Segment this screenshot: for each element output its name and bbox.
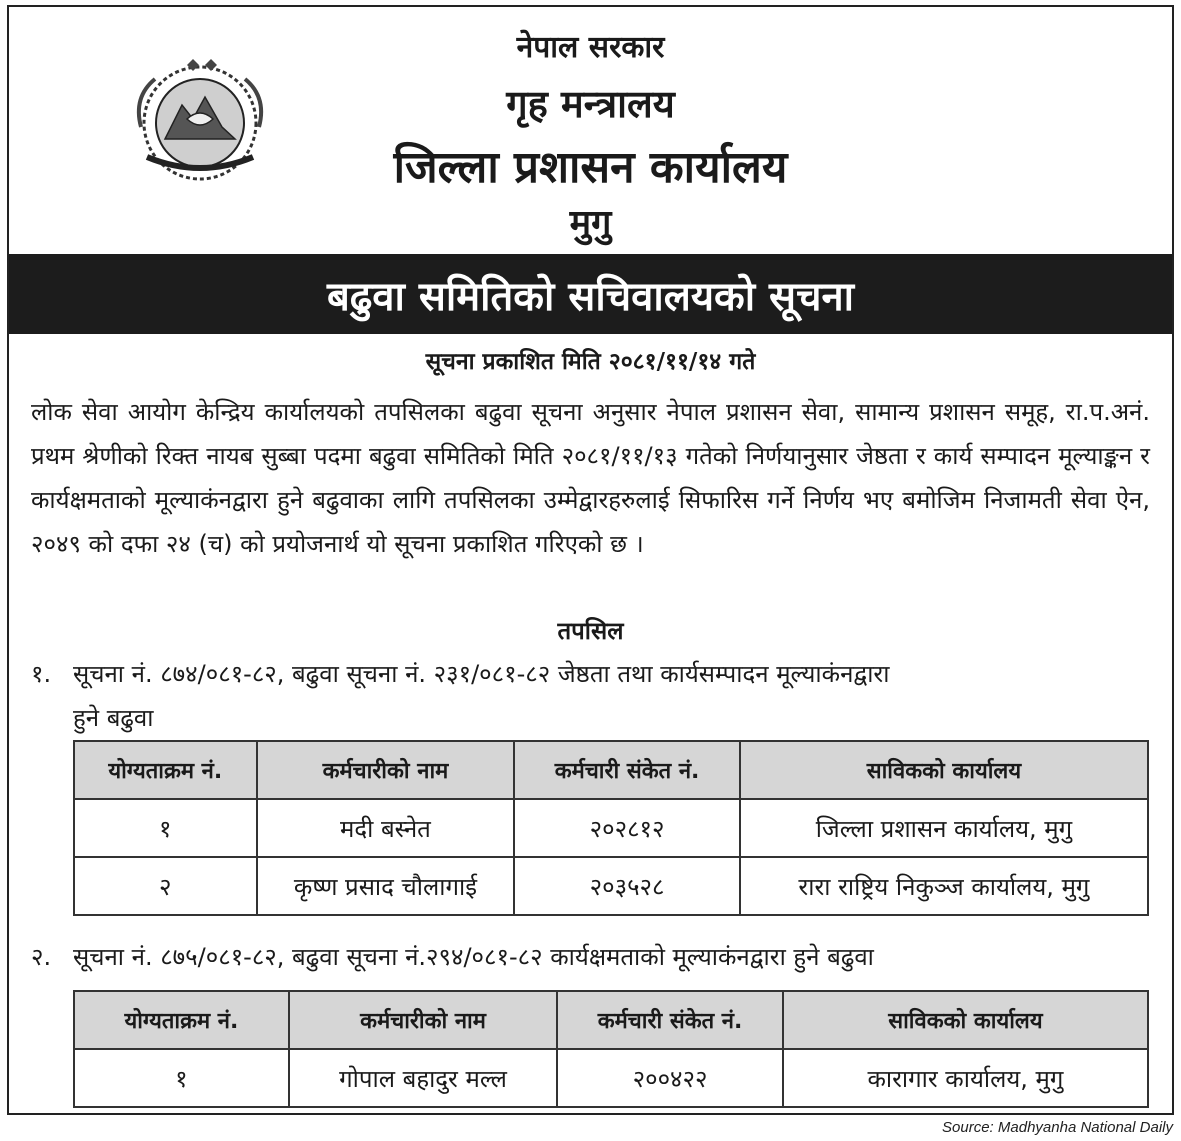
table-row xyxy=(74,857,1148,915)
section-2-text: सूचना नं. ८७५/०८१-८२, बढुवा सूचना नं.२९४/०८१-८२ कार्यक्षमताको मूल्याकंनद्वारा हुने बढुवा xyxy=(73,943,874,971)
section-2-heading xyxy=(31,935,1150,979)
notice-header xyxy=(9,7,1172,254)
col-employee-code: कर्मचारी संकेत नं. xyxy=(557,991,783,1049)
cell-rank: २ xyxy=(74,857,257,915)
col-previous-office: साविकको कार्यालय xyxy=(783,991,1148,1049)
section-2-number: २. xyxy=(31,943,52,971)
cell-rank: १ xyxy=(74,1049,289,1107)
col-employee-code: कर्मचारी संकेत नं. xyxy=(514,741,740,799)
published-date: सूचना प्रकाशित मिति २०८१/११/१४ गते xyxy=(425,349,756,375)
col-employee-name: कर्मचारीको नाम xyxy=(257,741,515,799)
col-employee-name: कर्मचारीको नाम xyxy=(289,991,558,1049)
col-rank: योग्यताक्रम नं. xyxy=(74,991,289,1049)
cell-office: रारा राष्ट्रिय निकुञ्ज कार्यालय, मुगु xyxy=(740,857,1148,915)
section-1-text: सूचना नं. ८७४/०८१-८२, बढुवा सूचना नं. २३१/०८१-८२ जेष्ठता तथा कार्यसम्पादन मूल्याकंनद्वारा xyxy=(73,660,890,688)
cell-office: जिल्ला प्रशासन कार्यालय, मुगु xyxy=(740,799,1148,857)
govt-name: नेपाल सरकार xyxy=(516,30,665,65)
source-credit: Source: Madhyanha National Daily xyxy=(942,1119,1173,1136)
cell-code: २०३५२८ xyxy=(514,857,740,915)
section-1-table xyxy=(73,740,1149,916)
cell-name: गोपाल बहादुर मल्ल xyxy=(289,1049,558,1107)
table-header-row xyxy=(74,991,1148,1049)
schedule-heading: तपसिल xyxy=(557,617,624,645)
section-1-text-cont: हुने बढुवा xyxy=(73,704,154,732)
col-previous-office: साविकको कार्यालय xyxy=(740,741,1148,799)
section-1-heading xyxy=(31,652,1150,740)
col-rank: योग्यताक्रम नं. xyxy=(74,741,257,799)
notice-body: लोक सेवा आयोग केन्द्रिय कार्यालयको तपसिलका बढुवा सूचना अनुसार नेपाल प्रशासन सेवा, सामान्य प्रशासन समूह, रा.प.अनं. प्रथम श्रेणीको रिक्त नायब सुब्बा पदमा बढुवा समितिको मिति २०८१/११/१३ गतेको निर्णयानुसार जेष्ठता र कार्य सम्पादन मूल्याङ्कन र कार्यक्षमताको मूल्याकंनद्वारा हुने बढुवाका लागि तपसिलका उम्मेद्वारहरुलाई सिफारिस गर्ने निर्णय भए बमोजिम निजामती सेवा ऐन, २०४९ को दफा २४ (च) को प्रयोजनार्थ यो सूचना प्रकाशित गरिएको छ । xyxy=(31,398,1150,558)
cell-code: २०२८१२ xyxy=(514,799,740,857)
cell-code: २००४२२ xyxy=(557,1049,783,1107)
cell-name: कृष्ण प्रसाद चौलागाई xyxy=(257,857,515,915)
section-2-table xyxy=(73,990,1149,1108)
cell-rank: १ xyxy=(74,799,257,857)
ministry-name: गृह मन्त्रालय xyxy=(506,82,675,126)
table-row xyxy=(74,1049,1148,1107)
notice-document xyxy=(7,5,1174,1115)
table-header-row xyxy=(74,741,1148,799)
cell-name: मदी बस्नेत xyxy=(257,799,515,857)
notice-title-banner: बढुवा समितिको सचिवालयको सूचना xyxy=(9,254,1172,334)
section-1-number: १. xyxy=(31,660,52,688)
cell-office: कारागार कार्यालय, मुगु xyxy=(783,1049,1148,1107)
office-name: जिल्ला प्रशासन कार्यालय xyxy=(393,142,788,193)
table-row xyxy=(74,799,1148,857)
district-name: मुगु xyxy=(569,203,612,244)
